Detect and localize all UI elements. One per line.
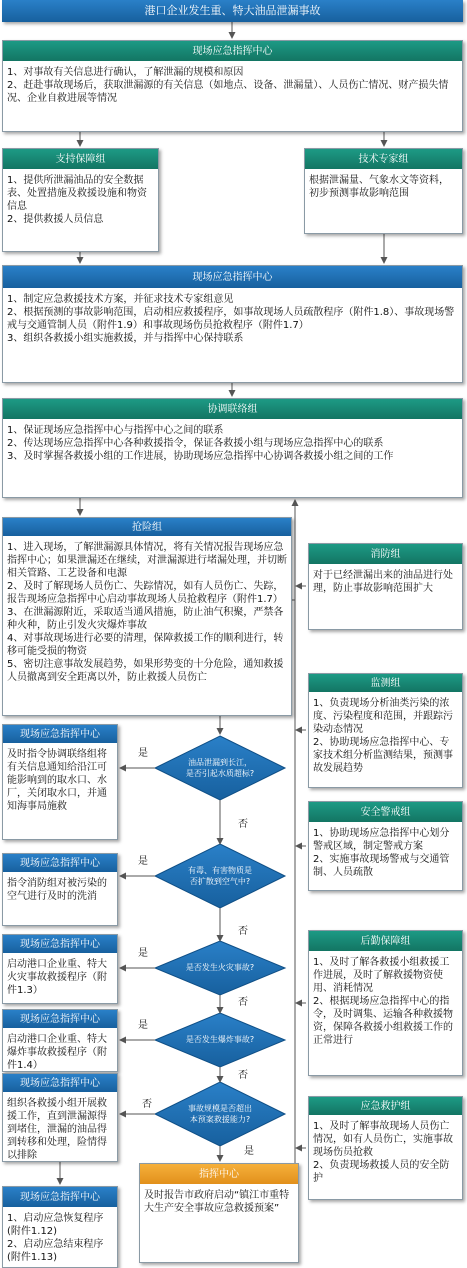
l1-header: 现场应急指挥中心 xyxy=(3,725,117,743)
rescue-body xyxy=(3,539,291,686)
l4-line: 启动港口企业重、特大爆炸事故救援程序（附件1.4） xyxy=(7,1034,107,1071)
yes-label: 是 xyxy=(138,856,148,867)
l1-line: 及时指令协调联络组将有关信息通知给沿江可能影响到的取水口、水厂，关闭取水口，并通知海事局施救 xyxy=(7,749,107,812)
expert-line: 根据泄漏量、气象水文等资料，初步预测事故影响范围 xyxy=(309,175,449,199)
yes-label: 是 xyxy=(138,748,148,759)
guard-line: 1、协助现场应急指挥中心划分警戒区域，制定警戒方案 xyxy=(313,828,450,852)
hq-box xyxy=(139,1163,299,1263)
yes-label: 是 xyxy=(138,948,148,959)
d4-text: 是否发生爆炸事故? xyxy=(185,1035,255,1045)
fire-header: 消防组 xyxy=(309,544,462,564)
cmd2-box xyxy=(2,265,463,383)
cmd1-body xyxy=(3,64,462,107)
l2-box xyxy=(2,853,118,926)
l2-header: 现场应急指挥中心 xyxy=(3,854,117,872)
logistics-header: 后勤保障组 xyxy=(309,931,462,951)
l5-header: 现场应急指挥中心 xyxy=(3,1074,117,1092)
d5-text: 事故规模是否超出本预案救援能力? xyxy=(188,1103,252,1124)
no-label: 否 xyxy=(142,1099,152,1110)
rescue-line: 2、及时了解现场人员伤亡、失踪情况，如有人员伤亡、失踪，报告现场应急指挥中心启动事故现场人员抢救程序（附件1.7） xyxy=(7,581,284,605)
l3-body xyxy=(3,956,117,999)
cmd2-line: 2、根据预测的事故影响范围，启动相应救援程序，如事故现场人员疏散程序（附件1.8）、事故现场警戒与交通管制人员（附件1.9）和事故现场伤员抢救程序（附件1.7） xyxy=(7,307,455,331)
medical-box xyxy=(308,1096,463,1200)
no-label: 否 xyxy=(238,997,248,1008)
support-box xyxy=(2,148,159,252)
cmd1-box xyxy=(2,40,463,132)
logistics-line: 2、根据现场应急指挥中心的指令，及时调集、运输各种救援物资，保障各救援小组救援工作的正常进行 xyxy=(313,996,453,1046)
hq-body xyxy=(140,1187,298,1217)
logistics-line: 1、及时了解各救援小组救援工作进展，及时了解救援物资使用、消耗情况 xyxy=(313,957,450,994)
guard-header: 安全警戒组 xyxy=(309,802,462,822)
guard-body xyxy=(309,825,462,881)
hq-header: 指挥中心 xyxy=(140,1164,298,1184)
l6-header: 现场应急指挥中心 xyxy=(3,1187,117,1207)
cmd2-line: 1、制定应急救援技术方案，并征求技术专家组意见 xyxy=(7,294,234,305)
rescue-line: 5、密切注意事故发展趋势，如果形势变的十分危险，通知救援人员撤离到安全距离以外，防止救援人员伤亡 xyxy=(7,659,284,683)
d2-text: 有毒、有害物质是否扩散到空气中? xyxy=(188,865,252,886)
l6-body xyxy=(3,1210,117,1266)
support-line: 2、提供救援人员信息 xyxy=(7,214,104,225)
l6-box xyxy=(2,1186,118,1268)
guard-box xyxy=(308,801,463,891)
medical-line: 2、负责现场救援人员的安全防护 xyxy=(313,1160,450,1184)
l1-body xyxy=(3,746,117,815)
l1-box xyxy=(2,724,118,840)
support-header: 支持保障组 xyxy=(3,149,158,169)
expert-header: 技术专家组 xyxy=(305,149,462,169)
monitor-line: 2、协助现场应急指挥中心、专家技术组分析监测结果，预测事故发展趋势 xyxy=(313,737,453,774)
l4-header: 现场应急指挥中心 xyxy=(3,1010,117,1028)
support-line: 1、提供所泄漏油品的安全数据表、处置措施及救援设施和物资信息 xyxy=(7,175,147,212)
l3-header: 现场应急指挥中心 xyxy=(3,935,117,953)
medical-header: 应急救护组 xyxy=(309,1097,462,1115)
l3-box xyxy=(2,934,118,1004)
fire-box xyxy=(308,543,463,630)
fire-body xyxy=(309,567,462,597)
logistics-box xyxy=(308,930,463,1076)
coord-line: 1、保证现场应急指挥中心与指挥中心之间的联系 xyxy=(7,425,224,436)
rescue-line: 3、在泄漏源附近，采取适当通风措施，防止油气积聚，严禁各种火种，防止引发火灾爆炸事故 xyxy=(7,607,284,631)
monitor-body xyxy=(309,695,462,777)
no-label: 否 xyxy=(238,819,248,830)
flow-title: 港口企业发生重、特大油品泄漏事故 xyxy=(2,0,463,22)
l6-line: 1、启动应急恢复程序(附件1.12) xyxy=(7,1213,104,1237)
medical-body xyxy=(309,1118,462,1187)
expert-body xyxy=(305,172,462,202)
coord-line: 3、及时掌握各救援小组的工作进展，协助现场应急指挥中心协调各救援小组之间的工作 xyxy=(7,451,394,462)
yes-label: 是 xyxy=(138,1020,148,1031)
rescue-header: 抢险组 xyxy=(3,518,291,536)
hq-line: 及时报告市政府启动“镇江市重特大生产安全事故应急救援预案” xyxy=(144,1190,290,1214)
logistics-body xyxy=(309,954,462,1049)
no-label: 否 xyxy=(238,926,248,937)
cmd2-body xyxy=(3,291,462,347)
medical-line: 1、及时了解事故现场人员伤亡情况，如有人员伤亡，实施事故现场伤员抢救 xyxy=(313,1121,453,1158)
expert-box xyxy=(304,148,463,234)
l2-line: 指令消防组对被污染的空气进行及时的洗消 xyxy=(7,878,107,902)
monitor-box xyxy=(308,673,463,788)
support-body xyxy=(3,172,158,228)
cmd2-line: 3、组织各救援小组实施救援，并与指挥中心保持联系 xyxy=(7,333,244,344)
l5-box xyxy=(2,1073,118,1162)
l3-line: 启动港口企业重、特大火灾事故救援程序（附件1.3） xyxy=(7,959,107,996)
l4-box xyxy=(2,1009,118,1072)
d1-text: 油品泄漏到长江，是否引起水质超标? xyxy=(185,757,255,778)
cmd1-header: 现场应急指挥中心 xyxy=(3,41,462,61)
guard-line: 2、实施事故现场警戒与交通管制、人员疏散 xyxy=(313,854,450,878)
rescue-line: 4、对事故现场进行必要的清理，保障救援工作的顺利进行，转移可能受损的物资 xyxy=(7,633,284,657)
l4-body xyxy=(3,1031,117,1074)
fire-line: 对于已经泄漏出来的油品进行处理，防止事故影响范围扩大 xyxy=(313,570,453,594)
l5-body xyxy=(3,1095,117,1164)
yes-label: 是 xyxy=(244,1146,254,1157)
l2-body xyxy=(3,875,117,905)
monitor-header: 监测组 xyxy=(309,674,462,692)
coord-line: 2、传达现场应急指挥中心各种救援指令，保证各救援小组与现场应急指挥中心的联系 xyxy=(7,438,384,449)
no-label: 否 xyxy=(238,1070,248,1081)
cmd1-line: 1、对事故有关信息进行确认，了解泄漏的规模和原因 xyxy=(7,67,244,78)
l6-line: 2、启动应急结束程序(附件1.13) xyxy=(7,1239,104,1263)
rescue-box xyxy=(2,517,292,716)
l5-line: 组织各救援小组开展救援工作，直到泄漏源得到堵住，泄漏的油品得到转移和处理，险情得以排除 xyxy=(7,1098,107,1161)
coord-body xyxy=(3,422,462,465)
rescue-line: 1、进入现场，了解泄漏源具体情况，将有关情况报告现场应急指挥中心；如果泄漏还在继续，对泄漏源进行堵漏处理，并切断相关管路、工艺设备和电源 xyxy=(7,542,287,579)
coord-header: 协调联络组 xyxy=(3,399,462,419)
d3-text: 是否发生火灾事故? xyxy=(185,963,255,973)
cmd1-line: 2、赶赴事故现场后，获取泄漏源的有关信息（如地点、设备、泄漏量）、人员伤亡情况、财产损失情况、企业自救进展等情况 xyxy=(7,80,449,104)
cmd2-header: 现场应急指挥中心 xyxy=(3,266,462,288)
monitor-line: 1、负责现场分析油类污染的浓度、污染程度和范围，并跟踪污染动态情况 xyxy=(313,698,453,735)
coord-box xyxy=(2,398,463,498)
